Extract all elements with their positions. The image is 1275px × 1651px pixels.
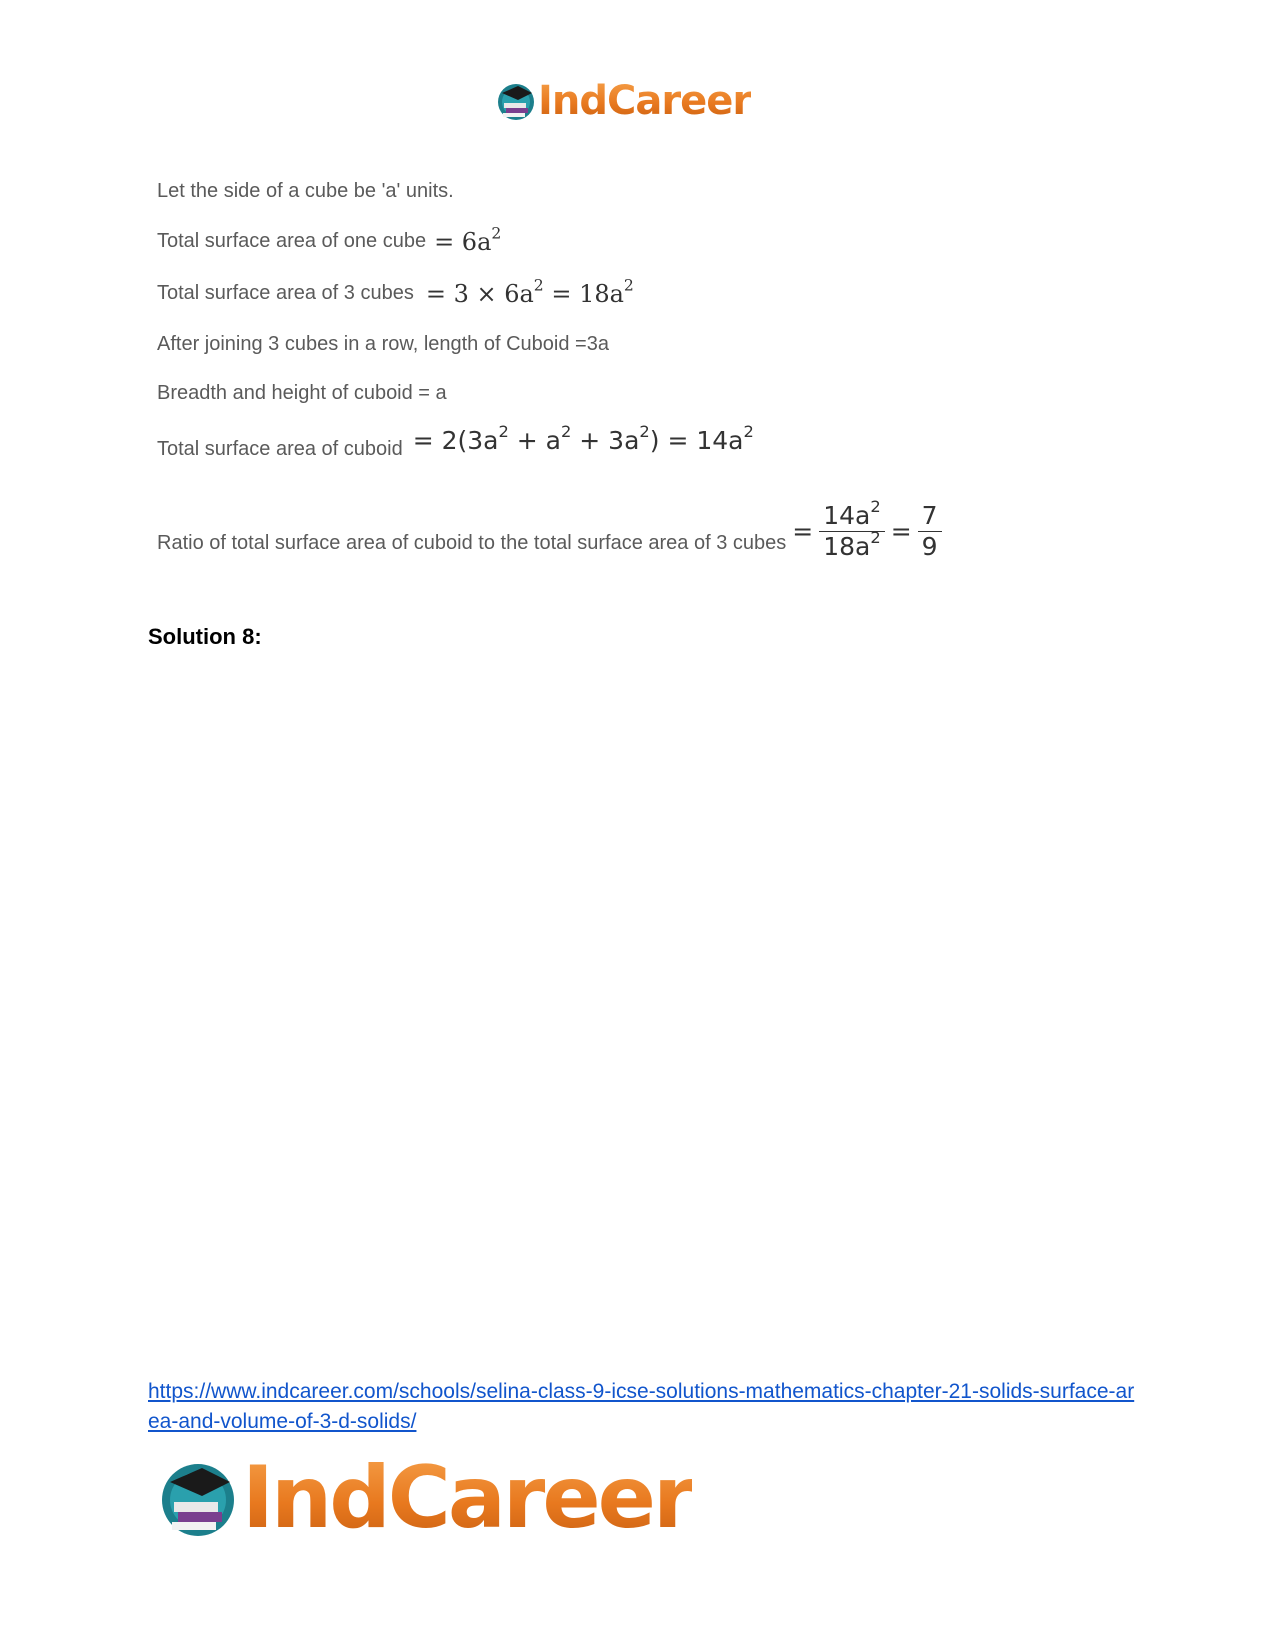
ratio-equation: = $\frac{14a^2}{18a^2}$ = $\frac{7}{9}$ [792, 501, 947, 562]
ratio-fraction-1: $\frac{14a^2}{18a^2}$ [819, 501, 884, 562]
three-cubes-label: Total surface area of 3 cubes [157, 282, 414, 304]
ratio-fraction-2: $\frac{7}{9}$ [918, 501, 942, 562]
three-cubes-equation: = $3 \times 6a^2 = 18a^2$ [425, 276, 634, 308]
graduation-globe-icon [496, 81, 536, 121]
cuboid-area-label: Total surface area of cuboid [157, 438, 403, 460]
ratio-label: Ratio of total surface area of cuboid to the total surface area of 3 cubes [157, 531, 787, 554]
one-cube-label: Total surface area of one cube [157, 230, 427, 252]
one-cube-equation: = $6a^2$ [434, 224, 502, 256]
indcareer-logo-bottom [158, 1448, 692, 1548]
text-line-ratio [157, 496, 948, 566]
source-link[interactable]: https://www.indcareer.com/schools/selina-class-9-icse-solutions-mathematics-chapter-21-solids-surface-area-and-volume-of-3-d-solids/ [148, 1380, 1135, 1433]
indcareer-logo-top [496, 78, 751, 124]
solution-heading: Solution 8: [148, 624, 262, 649]
logo-wordmark: IndCareer [538, 78, 752, 124]
text-line-cuboid-breadth-height: Breadth and height of cuboid = a [157, 382, 447, 404]
cuboid-area-equation: = $2(3a^2 + a^2 + 3a^2) = 14a^2$ [412, 421, 754, 455]
text-line-cuboid-area [157, 421, 754, 461]
logo-wordmark: IndCareer [242, 1448, 693, 1548]
graduation-globe-icon [158, 1458, 238, 1538]
text-line-one-cube-area [157, 224, 502, 256]
text-line-three-cubes-area [157, 276, 634, 308]
text-line-cuboid-length: After joining 3 cubes in a row, length of Cuboid =3a [157, 333, 609, 355]
text-line-side: Let the side of a cube be 'a' units. [157, 180, 454, 202]
